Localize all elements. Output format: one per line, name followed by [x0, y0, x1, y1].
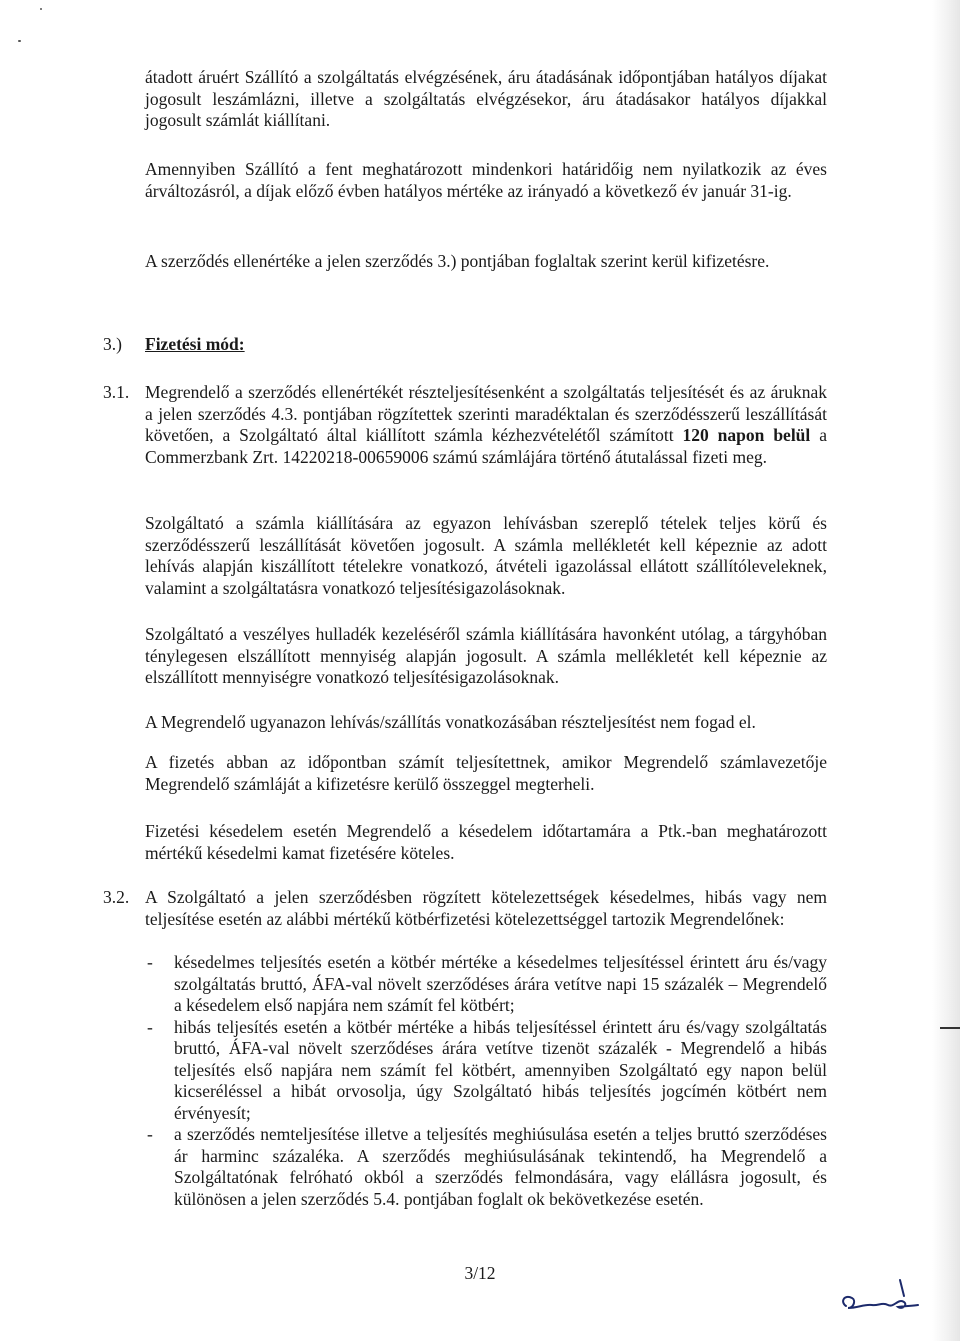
section-number: 3.) — [103, 334, 122, 354]
list-item — [147, 1124, 827, 1210]
scan-speck — [18, 40, 21, 42]
paragraph-hazardous-waste: Szolgáltató a veszélyes hulladék kezeléséről számla kiállítására havonként utólag, a tárgyhóban ténylegesen elszállított mennyiség alapján jogosult. A számla mellékletét kell képeznie az elszállított mennyiségre vonatkozó teljesítésigazolásoknak. — [145, 624, 827, 687]
paragraph-payment-complete: A fizetés abban az időpontban számít teljesítettnek, amikor Megrendelő számlavezetője Megrendelő számláját a kifizetésre kerülő összeggel megterheli. — [145, 752, 827, 794]
clause-3-2-intro: A Szolgáltató a jelen szerződésben rögzített kötelezettségek késedelmes, hibás vagy nem teljesítése esetén az alábbi mértékű kötbérfizetési kötelezettséggel tartozik Megrendelőnek: — [145, 887, 827, 929]
clause-3-1-text — [145, 382, 827, 468]
scan-speck — [40, 8, 42, 10]
paragraph-partial-delivery: A Megrendelő ugyanazon lehívás/szállítás vonatkozásában részteljesítést nem fogad el. — [145, 712, 756, 732]
paragraph-late-payment: Fizetési késedelem esetén Megrendelő a késedelem időtartamára a Ptk.-ban meghatározott mértékű késedelmi kamat fizetésére köteles. — [145, 821, 827, 863]
list-item-text: hibás teljesítés esetén a kötbér mértéke a hibás teljesítéssel érintett áru és/vagy szolgáltatás bruttó, ÁFA-val növelt szerződéses árára vetítve tizenöt százalék - Megrendelő a hibás teljesítés első napjára nem számít fel kötbért, amennyiben Szolgáltató egy napon belül kicseréléssel a hibát orvosolja, úgy Szolgáltató hibás teljesítés jogcímén kötbért nem érvényesít; — [174, 1016, 827, 1123]
list-item — [147, 1016, 827, 1125]
list-dash: - — [147, 952, 153, 972]
penalty-list — [147, 952, 827, 1210]
list-item-text: a szerződés nemteljesítése illetve a teljesítés meghiúsulása esetén a teljes bruttó szerződéses ár harminc százaléka. A szerződés meghiúsulásának tekintendő, ha Megrendelő a Szolgáltatónak felróható okból a szerződés felmondására, vagy elállásra jogosult, és különösen a jelen szerződés 5.4. pontjában foglalt ok bekövetkezése esetén. — [174, 1124, 827, 1209]
section-title: Fizetési mód: — [145, 334, 245, 354]
list-dash: - — [147, 1124, 153, 1144]
scan-margin-mark — [940, 1027, 960, 1029]
initials-signature — [838, 1272, 928, 1322]
clause-number-3-1: 3.1. — [103, 382, 130, 402]
scan-edge-shadow — [932, 0, 960, 1341]
list-item — [147, 952, 827, 1017]
paragraph-invoice-rules: Szolgáltató a számla kiállítására az egyazon lehívásban szereplő tételek teljes körű és szerződésszerű leszállítását követően jogosult. A számla mellékletét kell képeznie az adott lehívás alapján kiszállított tételekre vonatkozó, átvételi igazolással ellátott szállítóleveleknek, valamint a szolgáltatásra vonatkozó teljesítésigazolásoknak. — [145, 513, 827, 598]
clause-3-1-text-before: Megrendelő a szerződés ellenértékét részteljesítésenként a szolgáltatás teljesítését és az áruknak a jelen szerződés 4.3. pontjában rögzítettek szerinti maradéktalan és szerződésszerű leszállítását követően, a Szolgáltató által kiállított számla kézhezvételétől számított — [145, 382, 827, 445]
list-dash: - — [147, 1016, 153, 1037]
clause-3-1-text-after: a Commerzbank Zrt. 14220218-00659006 számú számlájára történő átutalással fizeti meg. — [145, 425, 827, 467]
paragraph-consideration: A szerződés ellenértéke a jelen szerződés 3.) pontjában foglaltak szerint kerül kifizetésre. — [145, 251, 770, 271]
list-item-text: késedelmes teljesítés esetén a kötbér mértéke a késedelmes teljesítéssel érintett áru és/vagy szolgáltatás bruttó, ÁFA-val növelt szerződéses árára vetítve napi 15 százalék – Megrendelő a késedelem első napjára nem számít fel kötbért; — [174, 952, 827, 1015]
paragraph-price-change: Amennyiben Szállító a fent meghatározott mindenkori határidőig nem nyilatkozik az éves árváltozásról, a díjak előző évben hatályos mértéke az irányadó a következő év január 31-ig. — [145, 159, 827, 201]
clause-number-3-2: 3.2. — [103, 887, 130, 907]
paragraph-intro: átadott áruért Szállító a szolgáltatás elvégzésének, áru átadásának időpontjában hatályos díjakat jogosult leszámlázni, illetve a szolgáltatás elvégzésekor, áru átadásakor hatályos díjakkal jogosult számlát kiállítani. — [145, 67, 827, 130]
clause-3-1-deadline: 120 napon belül — [682, 425, 811, 445]
page-number: 3/12 — [464, 1263, 496, 1283]
